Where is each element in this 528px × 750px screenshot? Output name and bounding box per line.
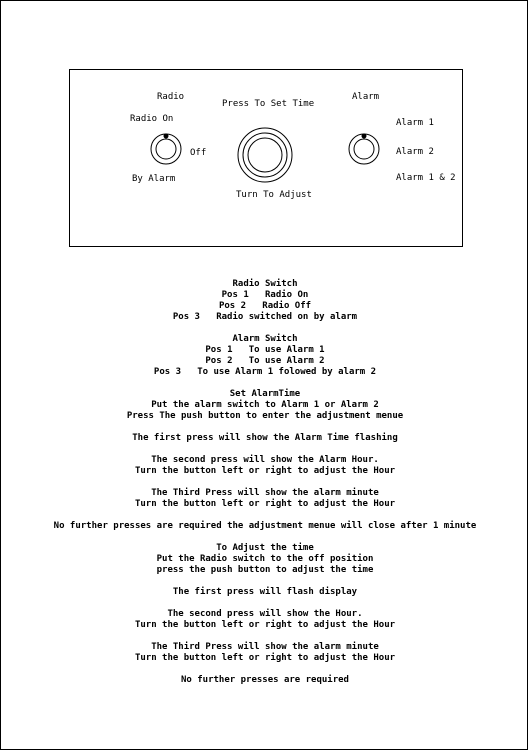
instruction-block — [1, 587, 528, 598]
alarm-switch-knob[interactable] — [347, 132, 381, 166]
instruction-line: Put the Radio switch to the off position — [156, 554, 374, 564]
instruction-line: Radio Switch — [232, 279, 298, 289]
press-to-set-label: Press To Set Time — [222, 99, 315, 109]
alarm-label: Alarm — [352, 92, 380, 102]
instruction-line: No further presses are required the adjustment menue will close after 1 minute — [53, 521, 477, 531]
instruction-line: Turn the button left or right to adjust the Hour — [134, 620, 396, 630]
instruction-line: Pos 1 To use Alarm 1 — [205, 345, 325, 355]
alarm1and2-label: Alarm 1 & 2 — [396, 173, 456, 183]
alarm2-label: Alarm 2 — [396, 147, 434, 157]
instruction-line: Pos 1 Radio On — [221, 290, 309, 300]
instruction-block — [1, 521, 528, 532]
instruction-line: Pos 3 To use Alarm 1 folowed by alarm 2 — [153, 367, 377, 377]
instruction-block — [1, 389, 528, 422]
turn-to-adjust-label: Turn To Adjust — [236, 190, 312, 200]
instruction-block — [1, 279, 528, 323]
instruction-line: Turn the button left or right to adjust the Hour — [134, 653, 396, 663]
instruction-line: Pos 3 Radio switched on by alarm — [172, 312, 358, 322]
instruction-block — [1, 334, 528, 378]
instruction-line: Put the alarm switch to Alarm 1 or Alarm 2 — [151, 400, 379, 410]
by-alarm-label: By Alarm — [132, 174, 176, 184]
set-time-push-button[interactable] — [236, 126, 294, 184]
radio-on-label: Radio On — [130, 114, 174, 124]
radio-label: Radio — [157, 92, 185, 102]
instruction-line: press the push button to adjust the time — [156, 565, 374, 575]
alarm-knob-indicator-icon — [362, 134, 367, 139]
instruction-line: No further presses are required — [181, 675, 349, 685]
radio-switch-knob[interactable] — [149, 132, 183, 166]
instruction-block — [1, 609, 528, 631]
instruction-line: Pos 2 To use Alarm 2 — [205, 356, 325, 366]
instruction-line: The first press will show the Alarm Time flashing — [132, 433, 398, 443]
instruction-line: Alarm Switch — [232, 334, 298, 344]
instruction-line: Set AlarmTime — [229, 389, 301, 399]
instruction-block — [1, 488, 528, 510]
instructions-text — [1, 279, 528, 697]
instruction-line: The Third Press will show the alarm minute — [151, 642, 379, 652]
instruction-block — [1, 455, 528, 477]
instruction-line: Pos 2 Radio Off — [218, 301, 312, 311]
instruction-block — [1, 433, 528, 444]
instruction-line: The second press will show the Alarm Hour. — [151, 455, 379, 465]
instruction-line: Press The push button to enter the adjustment menue — [126, 411, 404, 421]
instruction-block — [1, 543, 528, 576]
radio-knob-indicator-icon — [164, 134, 169, 139]
instruction-line: The first press will flash display — [172, 587, 358, 597]
instruction-line: Turn the button left or right to adjust the Hour — [134, 499, 396, 509]
instruction-line: Turn the button left or right to adjust the Hour — [134, 466, 396, 476]
off-label: Off — [190, 148, 207, 158]
instruction-line: The second press will show the Hour. — [167, 609, 363, 619]
instruction-line: The Third Press will show the alarm minute — [151, 488, 379, 498]
clock-control-panel — [69, 69, 463, 247]
instruction-block — [1, 642, 528, 664]
instruction-line: To Adjust the time — [216, 543, 314, 553]
alarm1-label: Alarm 1 — [396, 118, 434, 128]
instruction-block — [1, 675, 528, 686]
